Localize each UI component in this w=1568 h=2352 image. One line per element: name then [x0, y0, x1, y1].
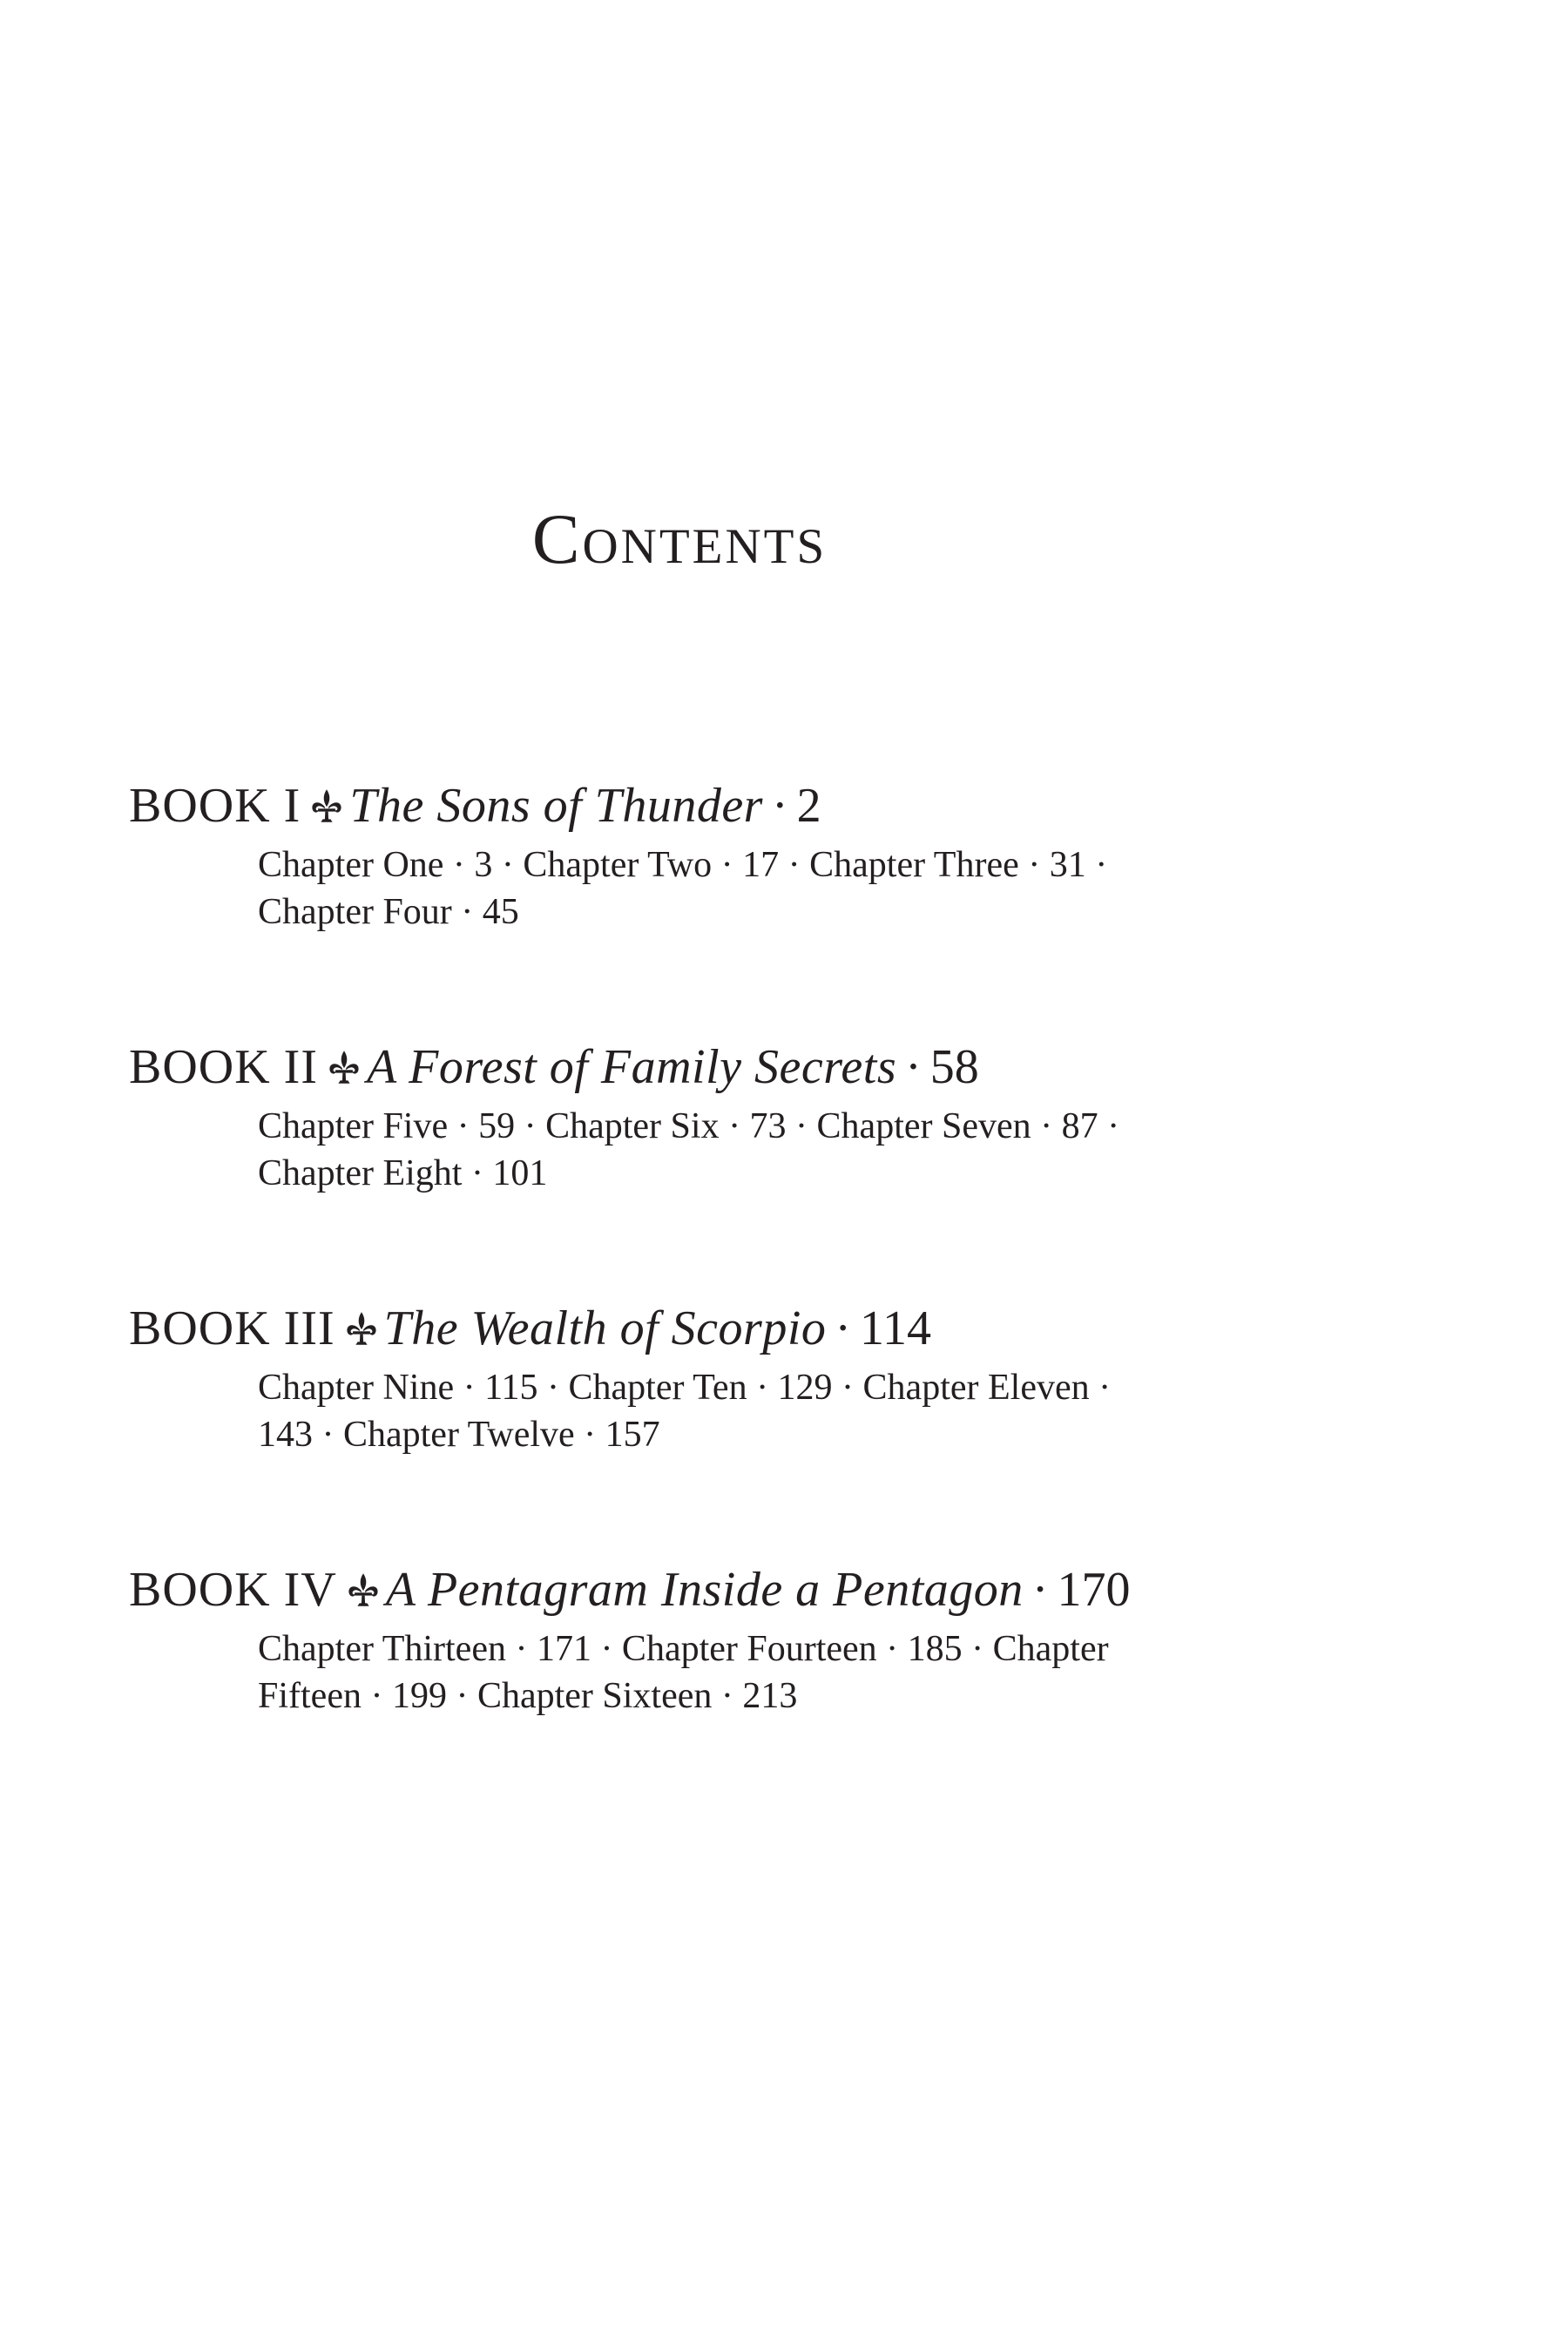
book-page-number: 58 [929, 1040, 979, 1094]
fleur-de-lis-icon [342, 1309, 381, 1348]
fleur-de-lis-icon [325, 1048, 363, 1086]
book-heading [129, 775, 1279, 836]
book-page-number: 114 [860, 1301, 931, 1355]
book-heading [129, 1298, 1279, 1359]
chapter-line: Chapter Five · 59 · Chapter Six · 73 · Chapter Seven · 87 · [258, 1106, 1120, 1146]
chapter-line: 143 · Chapter Twelve · 157 [258, 1415, 660, 1455]
book-title: The Sons of Thunder [349, 779, 763, 833]
book-label: BOOK III [129, 1301, 335, 1355]
book-entry-2 [129, 1037, 1279, 1197]
book-label: BOOK I [129, 779, 301, 833]
separator-dot: · [905, 1040, 922, 1094]
book-heading [129, 1559, 1279, 1620]
chapter-list [258, 1625, 1355, 1720]
chapter-line: Chapter Eight · 101 [258, 1153, 548, 1193]
book-label: BOOK II [129, 1040, 318, 1094]
chapter-line: Chapter Four · 45 [258, 892, 519, 932]
separator-dot: · [771, 779, 788, 833]
page-title: Contents [531, 499, 828, 578]
book-page-number: 2 [796, 779, 821, 833]
book-heading [129, 1037, 1279, 1098]
book-title: The Wealth of Scorpio [383, 1301, 827, 1355]
book-label: BOOK IV [129, 1563, 337, 1617]
book-entry-4 [129, 1559, 1279, 1720]
book-entry-3 [129, 1298, 1279, 1458]
separator-dot: · [1031, 1563, 1049, 1617]
book-title: A Pentagram Inside a Pentagon [385, 1563, 1024, 1617]
chapter-list [258, 841, 1355, 936]
separator-dot: · [835, 1301, 852, 1355]
chapter-list [258, 1103, 1355, 1197]
chapter-line: Fifteen · 199 · Chapter Sixteen · 213 [258, 1676, 798, 1716]
book-title: A Forest of Family Secrets [366, 1040, 897, 1094]
chapter-line: Chapter One · 3 · Chapter Two · 17 · Chapter Three · 31 · [258, 845, 1108, 885]
chapter-list [258, 1364, 1355, 1458]
fleur-de-lis-icon [308, 787, 346, 825]
chapter-line: Chapter Nine · 115 · Chapter Ten · 129 · Chapter Eleven · [258, 1368, 1112, 1408]
book-page-number: 170 [1057, 1563, 1131, 1617]
chapter-line: Chapter Thirteen · 171 · Chapter Fourteen · 185 · Chapter [258, 1629, 1109, 1669]
fleur-de-lis-icon [344, 1571, 382, 1609]
book-entry-1 [129, 775, 1279, 936]
